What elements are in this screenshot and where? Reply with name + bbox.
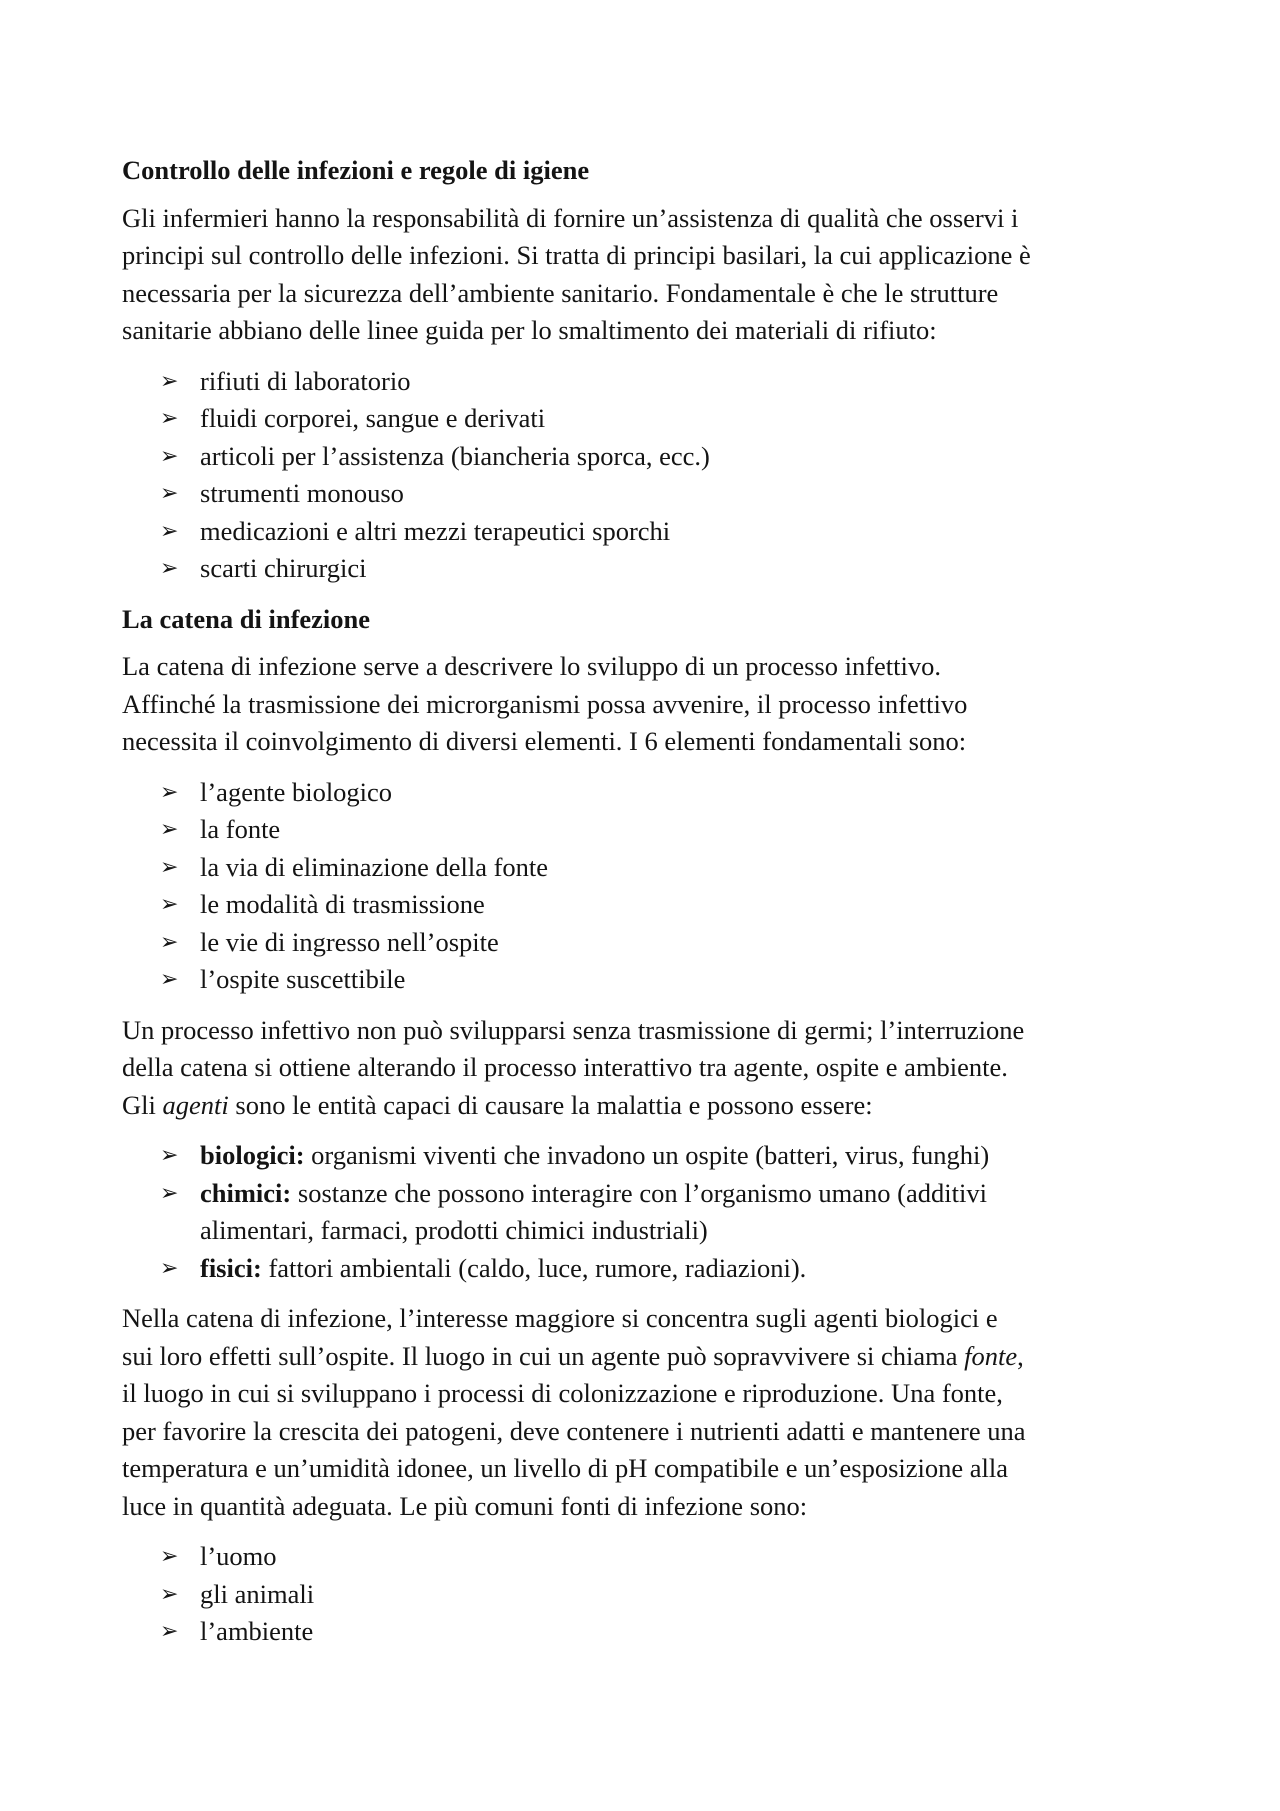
arrow-bullet-icon: ➢: [160, 1619, 179, 1644]
arrow-bullet-icon: ➢: [160, 817, 179, 842]
arrow-bullet-icon: ➢: [160, 892, 179, 917]
intro-paragraph: Gli infermieri hanno la responsabilità di fornire un’assistenza di qualità che osservi i principi sul controllo delle infezioni. Si tratta di principi basilari, la cui applicazione è necessaria per la sicurezza dell’ambiente sanitario. Fondamentale è che le strutture sanitarie abbiano delle linee guida per lo smaltimento dei materiali di rifiuto:: [122, 202, 1031, 345]
arrow-bullet-icon: ➢: [160, 967, 179, 992]
sources-list: [122, 1538, 1182, 1651]
list-item: ➢ articoli per l’assistenza (biancheria sporca, ecc.): [122, 438, 1182, 476]
list-item: ➢ l’uomo: [122, 1538, 1182, 1576]
agent-term: chimici:: [200, 1177, 292, 1208]
section-title-infection-chain: La catena di infezione: [122, 603, 371, 634]
list-item: ➢ la fonte: [122, 811, 1182, 849]
chain-paragraph: La catena di infezione serve a descrivere lo sviluppo di un processo infettivo. Affinché la trasmissione dei microrganismi possa avvenire, il processo infettivo necessita il coinvolgimento di diversi elementi. I 6 elementi fondamentali sono:: [122, 651, 968, 756]
waste-list: [122, 363, 1182, 588]
agents-list: [122, 1137, 1182, 1287]
list-item: ➢ rifiuti di laboratorio: [122, 363, 1182, 401]
arrow-bullet-icon: ➢: [160, 556, 179, 581]
list-item: ➢ scarti chirurgici: [122, 550, 1182, 588]
arrow-bullet-icon: ➢: [160, 481, 179, 506]
agent-term: biologici:: [200, 1140, 305, 1170]
list-item: ➢ biologici: organismi viventi che invadono un ospite (batteri, virus, funghi): [122, 1137, 1182, 1175]
arrow-bullet-icon: ➢: [160, 1581, 179, 1607]
chain-elements-list: [122, 774, 1182, 999]
list-item: ➢ l’agente biologico: [122, 774, 1182, 812]
section-title-infection-control: Controllo delle infezioni e regole di igiene: [122, 155, 590, 185]
source-paragraph: Nella catena di infezione, l’interesse maggiore si concentra sugli agenti biologici e sui loro effetti sull’ospite. Il luogo in cui un agente può sopravvivere si chiama fonte, il luogo in cui si sviluppano i processi di colonizzazione e riproduzione. Una fonte, per favorire la crescita dei patogeni, deve contenere i nutrienti adatti e mantenere una temperatura e un’umidità idonee, un livello di pH compatibile e un’esposizione alla luce in quantità adeguata. Le più comuni fonti di infezione sono:: [122, 1303, 1026, 1521]
arrow-bullet-icon: ➢: [160, 854, 179, 880]
emphasis-agents: agenti: [162, 1089, 229, 1120]
list-item: ➢ fisici: fattori ambientali (caldo, luce, rumore, radiazioni).: [122, 1250, 1182, 1288]
emphasis-fonte: fonte: [964, 1340, 1018, 1371]
list-item: ➢ la via di eliminazione della fonte: [122, 849, 1182, 887]
arrow-bullet-icon: ➢: [160, 406, 179, 431]
list-item: ➢ l’ambiente: [122, 1613, 1182, 1651]
arrow-bullet-icon: ➢: [160, 1143, 179, 1168]
arrow-bullet-icon: ➢: [160, 1544, 179, 1569]
list-item: ➢ fluidi corporei, sangue e derivati: [122, 400, 1182, 438]
list-item: ➢ le vie di ingresso nell’ospite: [122, 924, 1182, 962]
arrow-bullet-icon: ➢: [160, 1180, 179, 1206]
list-item: ➢ l’ospite suscettibile: [122, 961, 1182, 999]
interruption-paragraph: Un processo infettivo non può svilupparsi senza trasmissione di germi; l’interruzione della catena si ottiene alterando il processo interattivo tra agente, ospite e ambiente. Gli agenti sono le entità capaci di causare la malattia e possono essere:: [122, 1014, 1025, 1120]
agent-term: fisici:: [200, 1252, 262, 1283]
document-page: [122, 152, 1182, 1664]
list-item: ➢ gli animali: [122, 1576, 1182, 1614]
list-item: ➢ chimici: sostanze che possono interagire con l’organismo umano (additivi alimentari, farmaci, prodotti chimici industriali): [122, 1175, 1182, 1250]
arrow-bullet-icon: ➢: [160, 518, 179, 544]
list-item: ➢ medicazioni e altri mezzi terapeutici sporchi: [122, 513, 1182, 551]
arrow-bullet-icon: ➢: [160, 779, 179, 805]
list-item: ➢ strumenti monouso: [122, 475, 1182, 513]
arrow-bullet-icon: ➢: [160, 929, 179, 955]
arrow-bullet-icon: ➢: [160, 368, 179, 394]
arrow-bullet-icon: ➢: [160, 1255, 179, 1281]
list-item: ➢ le modalità di trasmissione: [122, 886, 1182, 924]
arrow-bullet-icon: ➢: [160, 443, 179, 469]
